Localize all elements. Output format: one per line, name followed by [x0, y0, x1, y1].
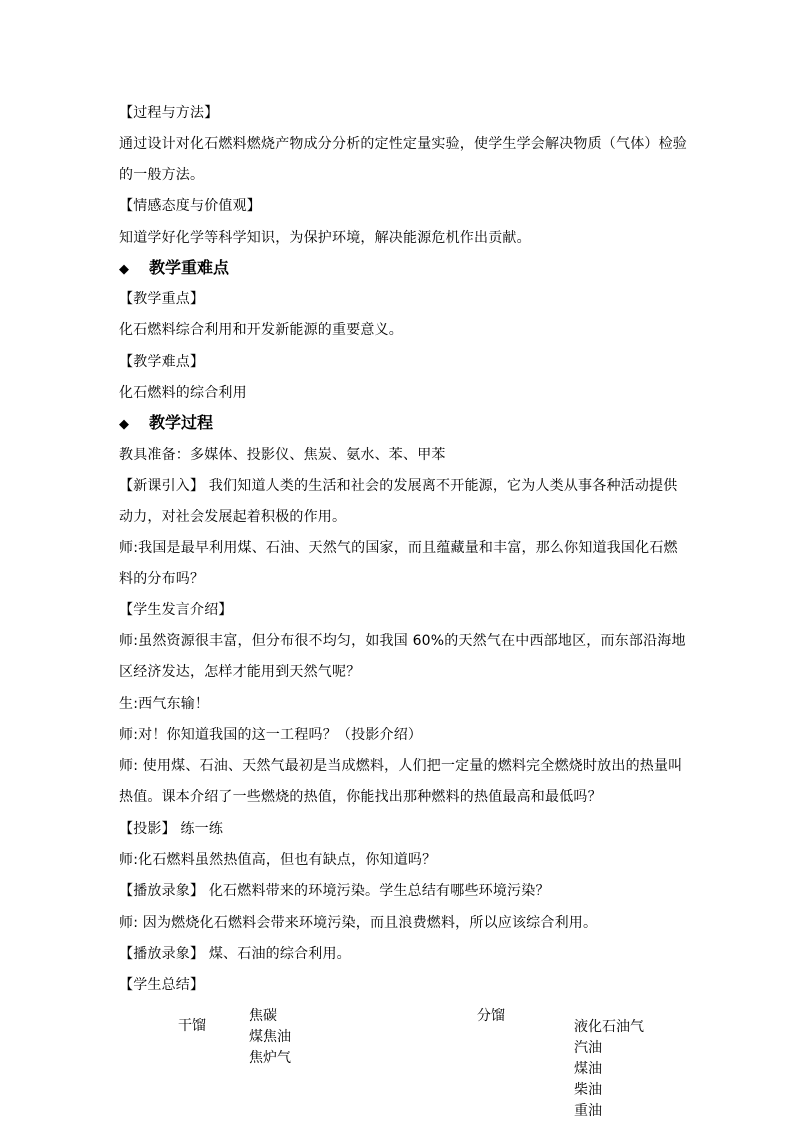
paragraph-line: 师: 因为燃烧化石燃料会带来环境污染，而且浪费燃料，所以应该综合利用。 [119, 915, 598, 931]
paragraph-line: 区经济发达，怎样才能用到天然气呢？ [119, 664, 361, 680]
heading-teaching-process [119, 413, 213, 435]
heading-text: 教学重难点 [149, 258, 230, 277]
section-label-attitude-values: 【情感态度与价值观】 [119, 198, 261, 214]
diagram-coal-tar: 煤焦油 [249, 1029, 291, 1045]
paragraph-line: 生:西气东输！ [119, 696, 210, 712]
heading-text: 教学过程 [149, 413, 214, 432]
section-label-key-points: 【教学重点】 [119, 291, 205, 307]
diamond-bullet-icon: ◆ [119, 417, 129, 432]
diagram-fractionation: 分馏 [477, 1008, 505, 1024]
paragraph-line: 【学生总结】 [119, 977, 205, 993]
section-label-difficult-points: 【教学难点】 [119, 354, 205, 370]
diagram-heavy-oil: 重油 [574, 1103, 602, 1119]
diagram-coke-oven-gas: 焦炉气 [249, 1050, 291, 1066]
paragraph-line: 的一般方法。 [119, 167, 205, 183]
paragraph-line: 动力，对社会发展起着积极的作用。 [119, 509, 347, 525]
paragraph-line: 师:化石燃料虽然热值高，但也有缺点，你知道吗？ [119, 852, 437, 868]
diagram-coke: 焦碳 [249, 1008, 277, 1024]
paragraph-line: 料的分布吗？ [119, 571, 205, 587]
paragraph-line: 师:我国是最早利用煤、石油、天然气的国家，而且蕴藏量和丰富，那么你知道我国化石燃 [119, 540, 678, 556]
section-label-process-method: 【过程与方法】 [119, 105, 219, 121]
paragraph-line: 师: 使用煤、石油、天然气最初是当成燃料，人们把一定量的燃料完全燃烧时放出的热量叫 [119, 758, 683, 774]
heading-key-difficult [119, 258, 229, 280]
paragraph-line: 【投影】 练一练 [119, 821, 224, 837]
diagram-gasoline: 汽油 [574, 1040, 602, 1056]
diagram-diesel: 柴油 [574, 1082, 602, 1098]
diamond-bullet-icon: ◆ [119, 262, 129, 277]
paragraph-line: 教具准备：多媒体、投影仪、焦炭、氨水、苯、甲苯 [119, 447, 446, 463]
paragraph-line: 通过设计对化石燃料燃烧产物成分分析的定性定量实验，使学生学会解决物质（气体）检验 [119, 136, 687, 152]
diagram-dry-distillation: 干馏 [178, 1018, 206, 1034]
diagram-kerosene: 煤油 [574, 1061, 602, 1077]
paragraph-line: 【播放录象】 化石燃料带来的环境污染。学生总结有哪些环境污染？ [119, 883, 550, 899]
paragraph-line: 【播放录象】 煤、石油的综合利用。 [119, 946, 351, 962]
paragraph-line: 化石燃料综合利用和开发新能源的重要意义。 [119, 322, 403, 338]
paragraph-line: 【新课引入】 我们知道人类的生活和社会的发展离不开能源，它为人类从事各种活动提供 [119, 478, 678, 494]
paragraph-line: 【学生发言介绍】 [119, 602, 233, 618]
diagram-lpg: 液化石油气 [574, 1019, 644, 1035]
paragraph-line: 师:虽然资源很丰富，但分布很不均匀，如我国 60%的天然气在中西部地区，而东部沿海地 [119, 633, 686, 649]
paragraph-line: 知道学好化学等科学知识，为保护环境，解决能源危机作出贡献。 [119, 230, 531, 246]
paragraph-line: 师:对！你知道我国的这一工程吗？（投影介绍） [119, 727, 423, 743]
paragraph-line: 热值。课本介绍了一些燃烧的热值，你能找出那种燃料的热值最高和最低吗？ [119, 789, 602, 805]
paragraph-line: 化石燃料的综合利用 [119, 385, 247, 401]
